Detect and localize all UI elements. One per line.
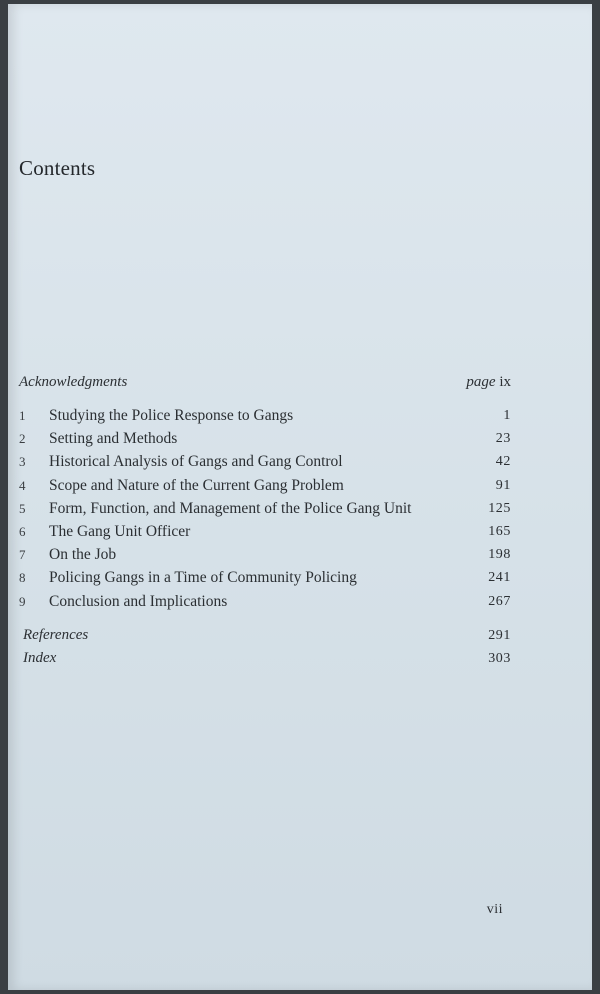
chapter-number: 6 [19,523,26,539]
toc-entry-chapter-8 [19,566,511,589]
chapter-page: 165 [488,523,511,539]
chapter-page: 267 [488,593,511,609]
chapter-page: 23 [495,431,511,447]
acknowledgments-page [466,374,511,391]
chapter-page: 125 [488,500,511,516]
chapter-page: 241 [488,570,511,586]
back-matter-label: References [23,627,89,643]
acknowledgments-label: Acknowledgments [19,374,128,390]
chapter-number: 9 [19,593,26,609]
chapter-page: 1 [503,408,511,423]
chapter-page: 91 [495,477,511,493]
chapter-title: Historical Analysis of Gangs and Gang Control [49,453,343,471]
acknowledgments-page-number: ix [499,374,511,390]
toc-entry-chapter-1 [19,404,511,427]
page-folio: vii [486,902,503,917]
chapter-title: Scope and Nature of the Current Gang Problem [49,476,344,494]
page-prefix: page [466,374,496,390]
chapter-title: Policing Gangs in a Time of Community Policing [49,569,357,587]
chapter-number: 8 [19,570,26,586]
chapter-title: Setting and Methods [49,430,178,448]
chapter-number: 7 [19,547,26,563]
chapter-title: The Gang Unit Officer [49,522,191,540]
chapter-title: Conclusion and Implications [49,592,228,610]
back-matter-list [23,624,511,670]
back-matter-page: 291 [488,628,511,643]
toc-entry-chapter-6 [19,520,511,543]
chapter-page: 42 [495,454,511,470]
chapter-list [19,404,511,613]
acknowledgments-entry [19,374,511,391]
back-matter-page: 303 [488,651,511,667]
chapter-number: 3 [19,454,26,470]
chapter-number: 2 [19,431,26,447]
chapter-title: Studying the Police Response to Gangs [49,407,294,424]
chapter-page: 198 [488,547,511,563]
chapter-number: 4 [19,477,26,493]
chapter-number: 1 [19,408,26,423]
chapter-title: On the Job [49,546,117,564]
toc-entry-chapter-4 [19,474,511,497]
book-page [8,4,592,990]
toc-entry-chapter-3 [19,450,511,473]
toc-entry-chapter-7 [19,543,511,566]
toc-entry-chapter-2 [19,427,511,450]
chapter-title: Form, Function, and Management of the Police Gang Unit [49,499,412,517]
toc-entry-references [23,624,511,647]
toc-entry-chapter-9 [19,590,511,613]
contents-heading: Contents [19,156,96,180]
chapter-number: 5 [19,500,26,516]
back-matter-label: Index [23,650,57,667]
toc-entry-chapter-5 [19,497,511,520]
toc-entry-index [23,647,511,670]
